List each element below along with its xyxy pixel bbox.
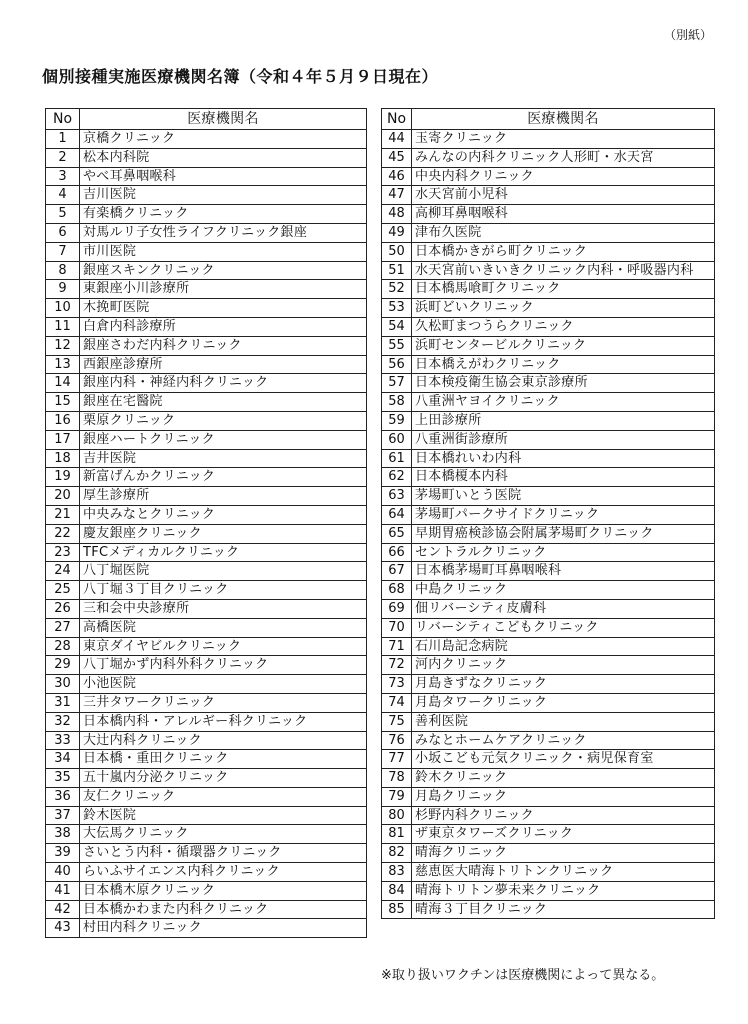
table-row (46, 167, 367, 186)
row-number: 14 (46, 374, 80, 393)
clinic-name: 新富げんかクリニック (80, 468, 367, 487)
row-number: 11 (46, 317, 80, 336)
column-header-no: No (46, 109, 80, 130)
table-row (46, 280, 367, 299)
row-number: 58 (382, 393, 412, 412)
row-number: 2 (46, 148, 80, 167)
row-number: 73 (382, 675, 412, 694)
clinic-name: 慶友銀座クリニック (80, 524, 367, 543)
clinic-table-left (45, 108, 367, 938)
row-number: 75 (382, 712, 412, 731)
clinic-name: 石川島記念病院 (412, 637, 715, 656)
clinic-name: 玉寄クリニック (412, 130, 715, 149)
row-number: 72 (382, 656, 412, 675)
table-row (46, 863, 367, 882)
clinic-name: 日本橋木原クリニック (80, 881, 367, 900)
row-number: 82 (382, 844, 412, 863)
clinic-name: 吉川医院 (80, 186, 367, 205)
table-row (46, 769, 367, 788)
clinic-name: 月島タワークリニック (412, 693, 715, 712)
clinic-name: みなとホームケアクリニック (412, 731, 715, 750)
clinic-name: 日本橋・重田クリニック (80, 750, 367, 769)
table-header-row (382, 109, 715, 130)
clinic-name: 銀座スキンクリニック (80, 261, 367, 280)
clinic-name: 早期胃癌検診協会附属茅場町クリニック (412, 524, 715, 543)
clinic-name: 浜町センタービルクリニック (412, 336, 715, 355)
row-number: 59 (382, 411, 412, 430)
table-row (46, 449, 367, 468)
clinic-name: 銀座さわだ内科クリニック (80, 336, 367, 355)
table-row (382, 468, 715, 487)
row-number: 50 (382, 242, 412, 261)
clinic-name: 八重洲ヤヨイクリニック (412, 393, 715, 412)
row-number: 23 (46, 543, 80, 562)
clinic-name: 銀座ハートクリニック (80, 430, 367, 449)
row-number: 53 (382, 299, 412, 318)
clinic-name: 日本橋榎本内科 (412, 468, 715, 487)
table-row (46, 637, 367, 656)
table-row (382, 543, 715, 562)
row-number: 27 (46, 618, 80, 637)
table-row (46, 731, 367, 750)
table-row (46, 393, 367, 412)
clinic-name: 慈恵医大晴海トリトンクリニック (412, 863, 715, 882)
row-number: 76 (382, 731, 412, 750)
table-row (382, 223, 715, 242)
row-number: 19 (46, 468, 80, 487)
table-row (46, 618, 367, 637)
table-row (46, 317, 367, 336)
row-number: 63 (382, 487, 412, 506)
table-row (382, 299, 715, 318)
clinic-name: TFCメディカルクリニック (80, 543, 367, 562)
row-number: 21 (46, 505, 80, 524)
table-row (46, 656, 367, 675)
table-row (46, 148, 367, 167)
row-number: 30 (46, 675, 80, 694)
clinic-name: 小坂こども元気クリニック・病児保育室 (412, 750, 715, 769)
row-number: 12 (46, 336, 80, 355)
clinic-name: 有楽橋クリニック (80, 205, 367, 224)
table-row (382, 656, 715, 675)
row-number: 70 (382, 618, 412, 637)
table-row (382, 430, 715, 449)
clinic-name: 茅場町いとう医院 (412, 487, 715, 506)
clinic-name: 久松町まつうらクリニック (412, 317, 715, 336)
clinic-name: 銀座在宅醫院 (80, 393, 367, 412)
row-number: 78 (382, 769, 412, 788)
row-number: 38 (46, 825, 80, 844)
table-row (382, 806, 715, 825)
clinic-name: 市川医院 (80, 242, 367, 261)
row-number: 74 (382, 693, 412, 712)
clinic-name: 茅場町パークサイドクリニック (412, 505, 715, 524)
table-row (46, 844, 367, 863)
clinic-name: 晴海トリトン夢未来クリニック (412, 881, 715, 900)
clinic-name: 月島きずなクリニック (412, 675, 715, 694)
clinic-name: 日本橋茅場町耳鼻咽喉科 (412, 562, 715, 581)
row-number: 45 (382, 148, 412, 167)
row-number: 48 (382, 205, 412, 224)
row-number: 57 (382, 374, 412, 393)
table-row (382, 787, 715, 806)
table-row (382, 881, 715, 900)
table-header-row (46, 109, 367, 130)
table-row (382, 618, 715, 637)
row-number: 16 (46, 411, 80, 430)
row-number: 64 (382, 505, 412, 524)
table-row (382, 599, 715, 618)
row-number: 9 (46, 280, 80, 299)
clinic-name: 杉野内科クリニック (412, 806, 715, 825)
row-number: 5 (46, 205, 80, 224)
table-row (382, 844, 715, 863)
row-number: 6 (46, 223, 80, 242)
clinic-name: 中央みなとクリニック (80, 505, 367, 524)
row-number: 51 (382, 261, 412, 280)
row-number: 29 (46, 656, 80, 675)
row-number: 28 (46, 637, 80, 656)
row-number: 42 (46, 900, 80, 919)
clinic-name: 東銀座小川診療所 (80, 280, 367, 299)
clinic-name: 津布久医院 (412, 223, 715, 242)
table-row (382, 863, 715, 882)
clinic-name: 中央内科クリニック (412, 167, 715, 186)
clinic-name: 対馬ルリ子女性ライフクリニック銀座 (80, 223, 367, 242)
table-row (382, 411, 715, 430)
table-row (382, 355, 715, 374)
row-number: 66 (382, 543, 412, 562)
clinic-name: 鈴木医院 (80, 806, 367, 825)
clinic-name: 晴海３丁目クリニック (412, 900, 715, 919)
row-number: 83 (382, 863, 412, 882)
table-row (382, 693, 715, 712)
table-row (382, 449, 715, 468)
clinic-name: 三和会中央診療所 (80, 599, 367, 618)
table-row (382, 900, 715, 919)
clinic-name: さいとう内科・循環器クリニック (80, 844, 367, 863)
clinic-name: 月島クリニック (412, 787, 715, 806)
table-row (46, 750, 367, 769)
table-row (382, 336, 715, 355)
clinic-name: 中島クリニック (412, 581, 715, 600)
clinic-name: 河内クリニック (412, 656, 715, 675)
clinic-name: 佃リバーシティ皮膚科 (412, 599, 715, 618)
clinic-name: 京橋クリニック (80, 130, 367, 149)
row-number: 54 (382, 317, 412, 336)
clinic-name: 日本橋かわまた内科クリニック (80, 900, 367, 919)
row-number: 37 (46, 806, 80, 825)
row-number: 69 (382, 599, 412, 618)
row-number: 56 (382, 355, 412, 374)
row-number: 84 (382, 881, 412, 900)
clinic-name: 西銀座診療所 (80, 355, 367, 374)
table-row (382, 524, 715, 543)
clinic-name: 浜町どいクリニック (412, 299, 715, 318)
clinic-name: 吉井医院 (80, 449, 367, 468)
row-number: 52 (382, 280, 412, 299)
table-row (46, 130, 367, 149)
clinic-name: 三井タワークリニック (80, 693, 367, 712)
table-row (382, 148, 715, 167)
table-row (382, 487, 715, 506)
clinic-name: 日本検疫衛生協会東京診療所 (412, 374, 715, 393)
row-number: 35 (46, 769, 80, 788)
clinic-name: 日本橋かきがら町クリニック (412, 242, 715, 261)
row-number: 65 (382, 524, 412, 543)
row-number: 40 (46, 863, 80, 882)
clinic-name: 白倉内科診療所 (80, 317, 367, 336)
table-row (382, 280, 715, 299)
clinic-name: 水天宮前いきいきクリニック内科・呼吸器内科 (412, 261, 715, 280)
table-row (46, 919, 367, 938)
table-row (382, 393, 715, 412)
table-row (46, 487, 367, 506)
row-number: 49 (382, 223, 412, 242)
clinic-name: 八丁堀かず内科外科クリニック (80, 656, 367, 675)
row-number: 32 (46, 712, 80, 731)
table-row (46, 900, 367, 919)
table-row (382, 242, 715, 261)
clinic-name: 高柳耳鼻咽喉科 (412, 205, 715, 224)
table-row (382, 825, 715, 844)
table-row (382, 637, 715, 656)
row-number: 31 (46, 693, 80, 712)
table-row (46, 205, 367, 224)
table-row (382, 505, 715, 524)
clinic-name: 厚生診療所 (80, 487, 367, 506)
table-row (46, 712, 367, 731)
table-row (382, 750, 715, 769)
table-row (46, 693, 367, 712)
table-row (382, 675, 715, 694)
row-number: 68 (382, 581, 412, 600)
column-header-no: No (382, 109, 412, 130)
row-number: 10 (46, 299, 80, 318)
clinic-name: みんなの内科クリニック人形町・水天宮 (412, 148, 715, 167)
clinic-name: 木挽町医院 (80, 299, 367, 318)
appendix-label: （別紙） (664, 28, 713, 42)
row-number: 1 (46, 130, 80, 149)
table-row (46, 186, 367, 205)
row-number: 71 (382, 637, 412, 656)
table-row (46, 336, 367, 355)
row-number: 3 (46, 167, 80, 186)
table-row (382, 205, 715, 224)
row-number: 55 (382, 336, 412, 355)
clinic-name: 八重洲街診療所 (412, 430, 715, 449)
row-number: 80 (382, 806, 412, 825)
table-row (382, 581, 715, 600)
table-row (46, 242, 367, 261)
row-number: 43 (46, 919, 80, 938)
table-row (46, 374, 367, 393)
row-number: 8 (46, 261, 80, 280)
row-number: 79 (382, 787, 412, 806)
row-number: 7 (46, 242, 80, 261)
row-number: 39 (46, 844, 80, 863)
row-number: 17 (46, 430, 80, 449)
column-header-name: 医療機関名 (412, 109, 715, 130)
table-row (46, 543, 367, 562)
row-number: 62 (382, 468, 412, 487)
clinic-name: 晴海クリニック (412, 844, 715, 863)
table-row (46, 881, 367, 900)
clinic-name: 善利医院 (412, 712, 715, 731)
clinic-name: 松本内科院 (80, 148, 367, 167)
table-row (382, 562, 715, 581)
clinic-name: 東京ダイヤビルクリニック (80, 637, 367, 656)
clinic-table-right (381, 108, 715, 919)
row-number: 4 (46, 186, 80, 205)
row-number: 20 (46, 487, 80, 506)
table-row (382, 186, 715, 205)
table-row (46, 562, 367, 581)
clinic-name: 日本橋内科・アレルギー科クリニック (80, 712, 367, 731)
clinic-name: 栗原クリニック (80, 411, 367, 430)
row-number: 15 (46, 393, 80, 412)
table-row (46, 223, 367, 242)
clinic-name: 八丁堀３丁目クリニック (80, 581, 367, 600)
table-row (46, 599, 367, 618)
clinic-name: 高橋医院 (80, 618, 367, 637)
table-row (46, 505, 367, 524)
table-row (382, 769, 715, 788)
table-row (46, 787, 367, 806)
clinic-name: 水天宮前小児科 (412, 186, 715, 205)
footnote: ※取り扱いワクチンは医療機関によって異なる。 (381, 968, 665, 983)
row-number: 26 (46, 599, 80, 618)
row-number: 18 (46, 449, 80, 468)
row-number: 60 (382, 430, 412, 449)
clinic-name: 小池医院 (80, 675, 367, 694)
clinic-name: やべ耳鼻咽喉科 (80, 167, 367, 186)
clinic-name: リバーシティこどもクリニック (412, 618, 715, 637)
table-row (46, 261, 367, 280)
row-number: 36 (46, 787, 80, 806)
row-number: 77 (382, 750, 412, 769)
column-header-name: 医療機関名 (80, 109, 367, 130)
table-row (382, 374, 715, 393)
clinic-name: 上田診療所 (412, 411, 715, 430)
table-row (46, 524, 367, 543)
clinic-name: 五十嵐内分泌クリニック (80, 769, 367, 788)
row-number: 61 (382, 449, 412, 468)
clinic-name: 日本橋えがわクリニック (412, 355, 715, 374)
row-number: 41 (46, 881, 80, 900)
table-row (46, 355, 367, 374)
row-number: 34 (46, 750, 80, 769)
table-row (46, 675, 367, 694)
table-row (46, 581, 367, 600)
clinic-name: 村田内科クリニック (80, 919, 367, 938)
clinic-name: 友仁クリニック (80, 787, 367, 806)
table-row (382, 167, 715, 186)
table-row (46, 411, 367, 430)
clinic-name: 八丁堀医院 (80, 562, 367, 581)
row-number: 44 (382, 130, 412, 149)
row-number: 47 (382, 186, 412, 205)
table-row (46, 299, 367, 318)
table-row (382, 731, 715, 750)
row-number: 81 (382, 825, 412, 844)
clinic-name: 鈴木クリニック (412, 769, 715, 788)
page-title: 個別接種実施医療機関名簿（令和４年５月９日現在） (42, 67, 439, 86)
clinic-name: 日本橋れいわ内科 (412, 449, 715, 468)
row-number: 22 (46, 524, 80, 543)
table-row (382, 130, 715, 149)
row-number: 25 (46, 581, 80, 600)
table-row (46, 825, 367, 844)
row-number: 67 (382, 562, 412, 581)
table-row (46, 430, 367, 449)
clinic-name: 日本橋馬喰町クリニック (412, 280, 715, 299)
clinic-name: 大辻内科クリニック (80, 731, 367, 750)
row-number: 33 (46, 731, 80, 750)
row-number: 24 (46, 562, 80, 581)
clinic-name: らいふサイエンス内科クリニック (80, 863, 367, 882)
table-row (382, 712, 715, 731)
table-row (382, 317, 715, 336)
clinic-name: 大伝馬クリニック (80, 825, 367, 844)
clinic-name: 銀座内科・神経内科クリニック (80, 374, 367, 393)
table-row (46, 806, 367, 825)
clinic-name: セントラルクリニック (412, 543, 715, 562)
table-row (46, 468, 367, 487)
row-number: 13 (46, 355, 80, 374)
row-number: 85 (382, 900, 412, 919)
clinic-name: ザ東京タワーズクリニック (412, 825, 715, 844)
table-row (382, 261, 715, 280)
row-number: 46 (382, 167, 412, 186)
